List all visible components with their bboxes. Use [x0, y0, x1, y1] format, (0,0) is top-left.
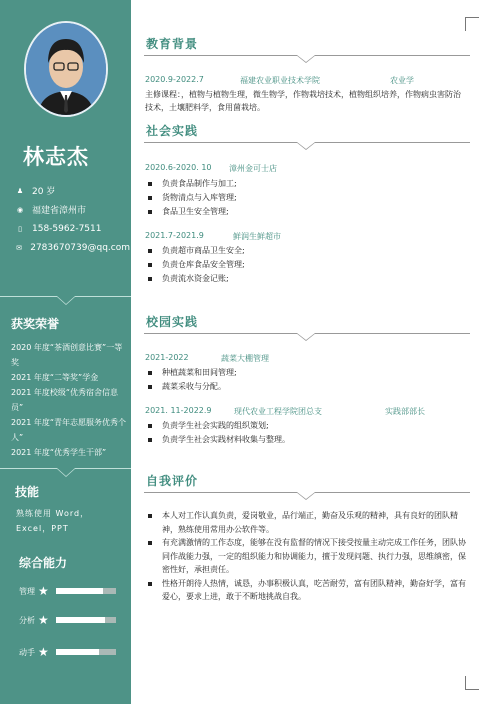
- email-icon: ✉: [16, 243, 23, 252]
- sidebar: [0, 0, 131, 704]
- phone-text: 158-5962-7511: [32, 223, 102, 234]
- star-icon: ★: [38, 584, 49, 598]
- ability-row: [19, 645, 52, 659]
- duty-item: 负责食品制作与加工;: [148, 177, 237, 191]
- ability-label: 动手: [19, 647, 35, 657]
- age-row: [14, 181, 130, 200]
- job-period: 2020.6-2020. 10: [145, 163, 212, 172]
- location-row: [14, 200, 130, 219]
- person-icon: ♟: [16, 186, 24, 195]
- award-item: 2021 年度“青年志愿服务优秀个人”: [11, 418, 127, 442]
- phone-icon: ▯: [18, 224, 22, 233]
- duty-item: 负责流水资金记账;: [148, 272, 245, 286]
- skills-text: 熟练使用 Word，Excel，PPT: [16, 509, 90, 533]
- rule-notch-inner: [297, 333, 315, 340]
- corner-mark: [465, 17, 479, 31]
- job-org: 漳州金可士店: [229, 164, 277, 173]
- duty-item: 种植蔬菜和田间管理;: [148, 366, 237, 380]
- duty-item: 负责仓库食品安全管理;: [148, 258, 245, 272]
- divider-notch-inner: [57, 296, 75, 304]
- job-org: 现代农业工程学院团总支: [234, 407, 322, 416]
- ability-bar: [56, 617, 116, 623]
- avatar-photo: [26, 23, 106, 115]
- contact-info: [14, 181, 130, 257]
- divider-notch-inner: [57, 468, 75, 476]
- job-role: 实践部部长: [385, 407, 425, 416]
- abilities-title: 综合能力: [19, 556, 68, 570]
- education-major: 农业学: [390, 76, 414, 85]
- duty-item: 货物清点与入库管理;: [148, 191, 237, 205]
- email-row: [14, 238, 130, 257]
- award-item: 2021 年度“二等奖”学金: [11, 373, 99, 382]
- evaluation-item: 有充满激情的工作态度，能够在没有监督的情况下接受按量主动完成工作任务，团队协同作战能力强，一定的组织能力和协调能力，擅于发现问题、执行力强，思维缜密，保密性好，承担责任。: [148, 536, 466, 577]
- job-period: 2021-2022: [145, 353, 189, 362]
- duty-item: 负责学生社会实践材料收集与整理。: [148, 433, 290, 447]
- duty-item: 负责超市商品卫生安全;: [148, 244, 245, 258]
- awards-title: 获奖荣誉: [11, 317, 60, 331]
- job-duties: [148, 244, 245, 286]
- rule-notch-inner: [297, 142, 315, 149]
- ability-label: 分析: [19, 615, 35, 625]
- phone-row: [14, 219, 130, 238]
- job-period: 2021.7-2021.9: [145, 231, 204, 240]
- age-text: 20 岁: [32, 187, 56, 197]
- avatar: [24, 21, 108, 117]
- awards-list: [11, 340, 127, 460]
- campus-title: 校园实践: [146, 315, 199, 329]
- rule-notch-inner: [297, 492, 315, 499]
- person-name: 林志杰: [23, 145, 89, 169]
- education-title: 教育背景: [146, 37, 199, 51]
- evaluation-title: 自我评价: [146, 474, 199, 488]
- duty-item: 蔬菜采收与分配。: [148, 380, 237, 394]
- education-courses: 主修课程：，植物与植物生理，微生物学，作物栽培技术，植物组织培养，作物病虫害防治技术，土壤肥料学，食用菌栽培。: [145, 90, 461, 112]
- duty-item: 食品卫生安全管理;: [148, 205, 237, 219]
- evaluation-list: [148, 509, 466, 604]
- ability-bar: [56, 649, 116, 655]
- social-title: 社会实践: [146, 124, 199, 138]
- education-school: 福建农业职业技术学院: [240, 76, 320, 85]
- ability-row: [19, 584, 52, 598]
- location-icon: ◉: [16, 205, 24, 214]
- evaluation-item: 性格开朗待人热情，诚恳，办事积极认真，吃苦耐劳，富有团队精神，勤奋好学，富有爱心，要求上进，敢于不断地挑战自我。: [148, 577, 466, 604]
- ability-bar-remainder: [103, 588, 116, 594]
- job-duties: [148, 366, 237, 394]
- education-period: 2020.9-2022.7: [145, 75, 204, 84]
- job-org: 蔬菜大棚管理: [221, 354, 269, 363]
- award-item: 2021 年度校级“优秀宿舍信息员”: [11, 388, 119, 412]
- ability-bar: [56, 588, 116, 594]
- skills-title: 技能: [15, 485, 40, 499]
- corner-mark: [465, 676, 479, 690]
- rule-notch-inner: [297, 55, 315, 62]
- ability-label: 管理: [19, 586, 35, 596]
- location-text: 福建省漳州市: [32, 206, 87, 216]
- award-item: 2020 年度“茶酒创意比赛”一等奖: [11, 343, 123, 367]
- evaluation-item: 本人对工作认真负责，爱岗敬业，品行端正，勤奋及乐观的精神，具有良好的团队精神，熟练使用常用办公软件等。: [148, 509, 466, 536]
- award-item: 2021 年度“优秀学生干部”: [11, 448, 107, 457]
- star-icon: ★: [38, 645, 49, 659]
- ability-row: [19, 613, 52, 627]
- job-duties: [148, 177, 237, 219]
- job-duties: [148, 419, 290, 447]
- star-icon: ★: [38, 613, 49, 627]
- job-period: 2021. 11-2022.9: [145, 406, 212, 415]
- ability-bar-remainder: [105, 617, 116, 623]
- duty-item: 负责学生社会实践的组织策划;: [148, 419, 290, 433]
- email-text[interactable]: 2783670739@qq.com: [30, 242, 130, 253]
- ability-bar-remainder: [99, 649, 116, 655]
- job-org: 鲜润生鲜超市: [233, 232, 281, 241]
